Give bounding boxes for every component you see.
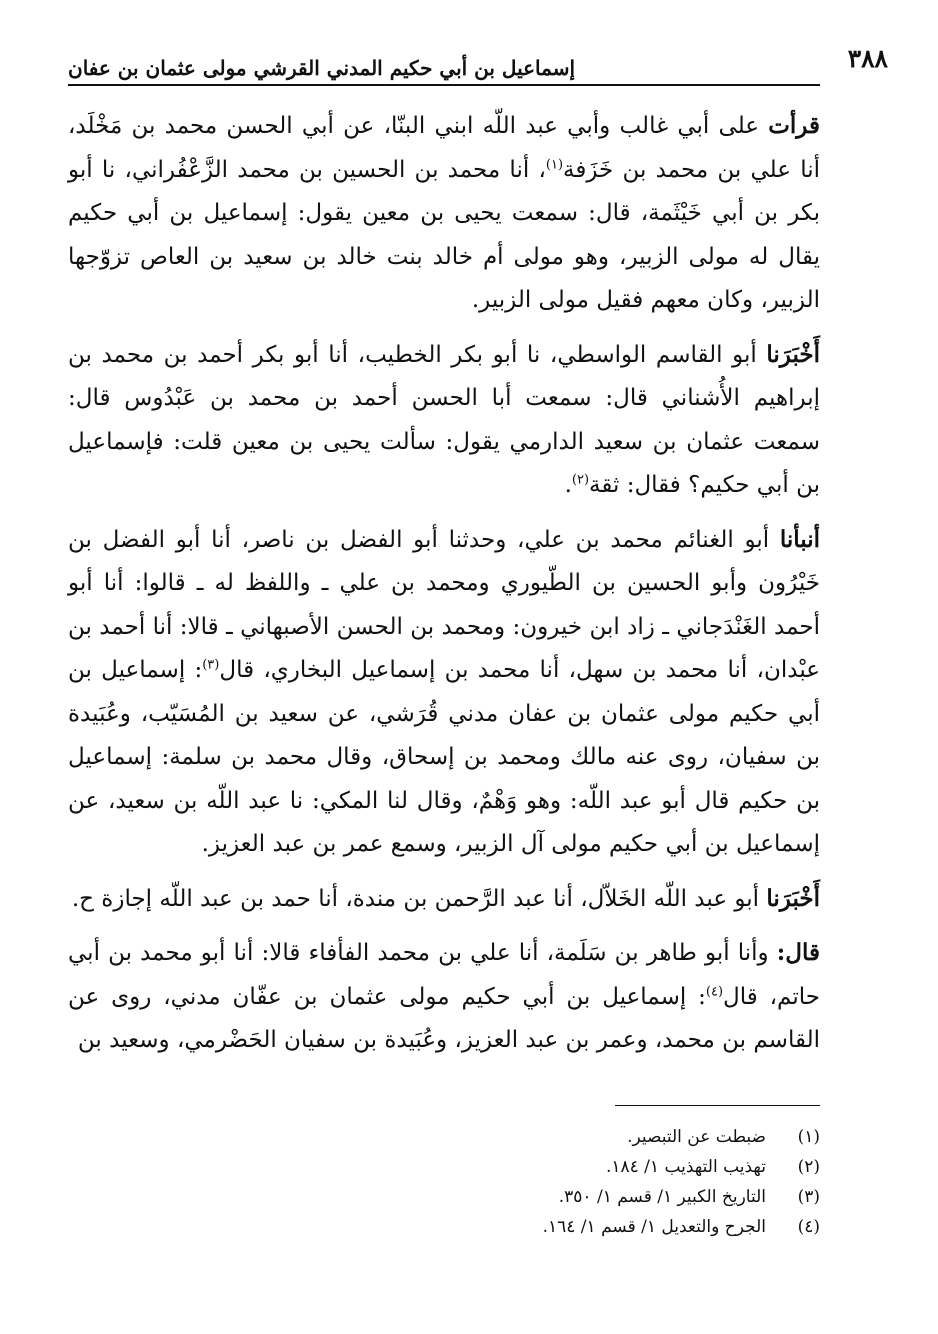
footnote-text: تهذيب التهذيب ١/ ١٨٤. <box>605 1157 766 1177</box>
paragraph <box>68 877 820 922</box>
paragraph-text: أبو عبد اللّه الخَلاّل، أنا عبد الرَّحمن بن مندة، أنا حمد بن عبد اللّه إجازة ح. <box>71 885 767 912</box>
page-header <box>68 40 888 80</box>
paragraph-lead: أنبأنا <box>779 525 820 553</box>
paragraph-lead: أَخْبَرَنا <box>766 340 820 368</box>
footnote <box>300 1212 820 1242</box>
footnote-number: (٣) <box>797 1187 820 1207</box>
paragraph-text: على أبي غالب وأبي عبد اللّه ابني البنّا، عن أبي الحسن محمد بن مَخْلَد، أنا علي بن محمد بن خَزَفة <box>68 113 821 183</box>
footnote-ref: (٢) <box>571 472 590 488</box>
footnote-text: ضبطت عن التبصير. <box>627 1127 766 1147</box>
paragraph <box>68 518 820 867</box>
footnote <box>300 1152 820 1182</box>
footnote-number: (٤) <box>797 1217 820 1237</box>
paragraph-lead: أَخْبَرَنا <box>766 884 820 912</box>
footnote <box>300 1122 820 1152</box>
footnote-number: (١) <box>797 1127 820 1147</box>
footnote-ref: (٤) <box>705 983 724 999</box>
paragraph <box>68 104 820 323</box>
paragraph-lead: قال: <box>776 939 820 966</box>
paragraph-text: أبو الغنائم محمد بن علي، وحدثنا أبو الفضل بن ناصر، أنا أبو الفضل بن خَيْرُون وأبو الحسين بن الطّيوري ومحمد بن علي ـ واللفظ له ـ قالوا: أنا أبو أحمد الغَنْدَجاني ـ زاد ابن خيرون: ومحمد بن الحسن الأصبهاني ـ قالا: أنا أحمد بن عبْدان، أنا محمد بن سهل، أنا محمد بن إسماعيل البخاري، قال <box>68 526 820 683</box>
paragraph <box>68 931 820 1063</box>
footnote-ref: (٣) <box>202 657 220 673</box>
paragraph-text-cont: . <box>564 472 572 498</box>
paragraph-text-cont: : إسماعيل بن أبي حكيم مولى عثمان بن عفان مدني قُرَشي، عن سعيد بن المُسَيّب، وعُبَيدة بن سفيان، روى عنه مالك ومحمد بن إسحاق، وقال محمد بن سلمة: إسماعيل بن حكيم قال أبو عبد اللّه: وهو وَهْمٌ، وقال لنا المكي: نا عبد اللّه بن سعيد، عن إسماعيل بن أبي حكيم مولى آل الزبير، وسمع عمر بن عبد العزيز. <box>68 657 820 857</box>
footnote-text: التاريخ الكبير ١/ قسم ١/ ٣٥٠. <box>558 1187 766 1207</box>
paragraph-lead: قرأت <box>768 112 820 139</box>
footnote <box>300 1182 820 1212</box>
paragraph-text-cont: : إسماعيل بن أبي حكيم مولى عثمان بن عفّان مدني، روى عن القاسم بن محمد، وعمر بن عبد العزيز، وعُبَيدة بن سفيان الحَضْرمي، وسعيد بن <box>68 983 820 1053</box>
footnote-rule <box>615 1105 820 1106</box>
main-text <box>68 104 820 1073</box>
paragraph-text: أبو القاسم الواسطي، نا أبو بكر الخطيب، أنا أبو بكر أحمد بن محمد بن إبراهيم الأُشناني قال: سمعت أبا الحسن أحمد بن محمد بن عَبْدُوس قال: سمعت عثمان بن سعيد الدارمي يقول: سألت يحيى بن معين قلت: فإسماعيل بن أبي حكيم؟ فقال: ثقة <box>68 341 820 498</box>
footnote-number: (٢) <box>797 1157 820 1177</box>
paragraph <box>68 333 820 508</box>
paragraph-text: وأنا أبو طاهر بن سَلَمة، أنا علي بن محمد الفأفاء قالا: أنا أبو محمد بن أبي حاتم، قال <box>68 940 820 1010</box>
page-number: ٣٨٨ <box>847 44 888 73</box>
footnote-text: الجرح والتعديل ١/ قسم ١/ ١٦٤. <box>542 1217 766 1237</box>
paragraph-text-cont: ، أنا محمد بن الحسين بن محمد الزَّعْفُراني، نا أبو بكر بن أبي خَيْثَمة، قال: سمعت يحيى بن معين يقول: إسماعيل بن أبي حكيم يقال له مولى الزبير، وهو مولى أم خالد بنت خالد بن سعيد بن العاص تزوّجها الزبير، وكان معهم فقيل مولى الزبير. <box>68 156 820 313</box>
header-rule <box>68 84 820 86</box>
footnotes <box>300 1122 820 1242</box>
running-title: إسماعيل بن أبي حكيم المدني القرشي مولى عثمان بن عفان <box>68 56 576 80</box>
footnote-ref: (١) <box>545 156 564 172</box>
